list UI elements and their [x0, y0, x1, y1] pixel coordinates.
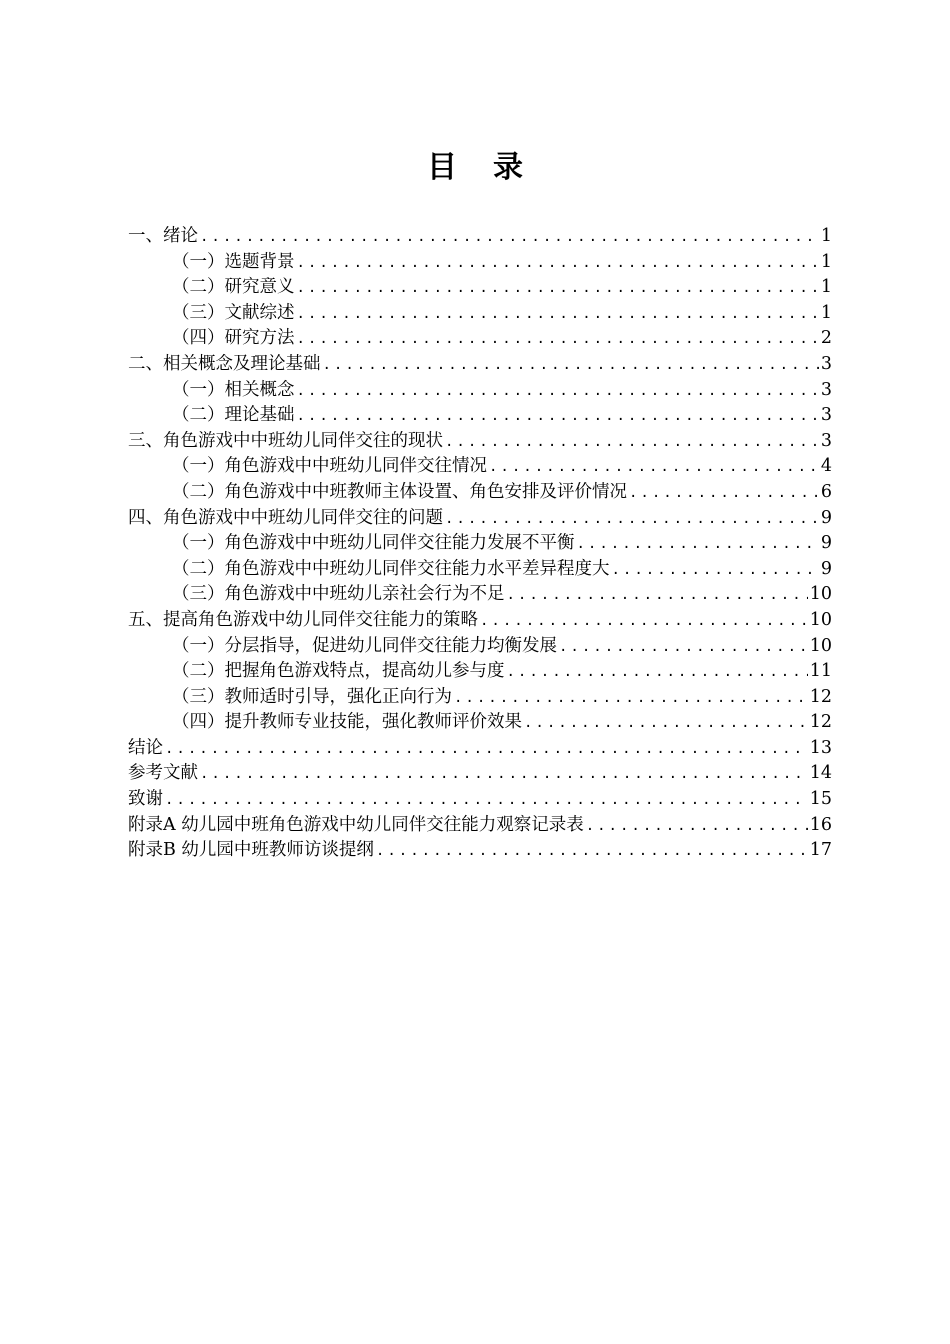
toc-entry[interactable] — [128, 224, 832, 250]
toc-entry[interactable] — [128, 378, 832, 404]
toc-dot-leader — [297, 404, 819, 430]
toc-entry[interactable] — [128, 480, 832, 506]
toc-entry-label: 致谢 — [128, 789, 163, 810]
toc-entry-label: （一）分层指导，促进幼儿同伴交往能力均衡发展 — [172, 635, 557, 656]
toc-dot-leader — [445, 430, 819, 456]
toc-dot-leader — [454, 686, 808, 712]
toc-entry[interactable] — [128, 301, 832, 327]
toc-entry[interactable] — [128, 582, 832, 608]
toc-entry-label: （一）角色游戏中中班幼儿同伴交往能力发展不平衡 — [172, 533, 575, 554]
toc-entry-label: （二）理论基础 — [172, 405, 295, 426]
toc-entry-label: （四）提升教师专业技能，强化教师评价效果 — [172, 712, 522, 733]
toc-dot-leader — [165, 737, 808, 763]
toc-entry-page-number: 10 — [809, 584, 832, 605]
toc-entry-page-number: 1 — [820, 251, 832, 272]
toc-entry-label: 附录A 幼儿园中班角色游戏中幼儿同伴交往能力观察记录表 — [128, 814, 584, 835]
toc-entry-page-number: 14 — [809, 763, 832, 784]
toc-entry[interactable] — [128, 710, 832, 736]
toc-entry[interactable] — [128, 250, 832, 276]
toc-entry-page-number: 12 — [809, 686, 832, 707]
toc-entry-label: （三）角色游戏中中班幼儿亲社会行为不足 — [172, 584, 505, 605]
toc-entry-page-number: 10 — [809, 609, 832, 630]
toc-entry-page-number: 17 — [809, 840, 832, 861]
toc-entry[interactable] — [128, 403, 832, 429]
toc-entry-label: （一）角色游戏中中班幼儿同伴交往情况 — [172, 456, 487, 477]
toc-dot-leader — [297, 251, 819, 277]
toc-dot-leader — [629, 481, 819, 507]
toc-entry-page-number: 16 — [809, 814, 832, 835]
toc-dot-leader — [200, 225, 819, 251]
toc-dot-leader — [524, 711, 808, 737]
toc-entry-label: （一）相关概念 — [172, 379, 295, 400]
toc-entry-page-number: 2 — [820, 328, 832, 349]
toc-entry[interactable] — [128, 634, 832, 660]
toc-entry-page-number: 1 — [820, 226, 832, 246]
toc-entry-label: （二）研究意义 — [172, 277, 295, 298]
toc-entry-label: 五、提高角色游戏中幼儿同伴交往能力的策略 — [128, 609, 478, 630]
toc-entry[interactable] — [128, 429, 832, 455]
toc-entry-page-number: 9 — [820, 507, 832, 528]
toc-dot-leader — [376, 839, 808, 865]
toc-entry-page-number: 3 — [820, 353, 832, 374]
toc-entry-label: 附录B 幼儿园中班教师访谈提纲 — [128, 840, 374, 861]
toc-entry-page-number: 13 — [809, 737, 832, 758]
toc-dot-leader — [297, 276, 819, 302]
toc-dot-leader — [586, 814, 808, 840]
toc-dot-leader — [507, 660, 808, 686]
toc-dot-leader — [489, 455, 819, 481]
toc-entry-page-number: 11 — [809, 661, 832, 682]
toc-title: 目录 — [427, 150, 559, 185]
toc-entry-page-number: 10 — [809, 635, 832, 656]
toc-entry[interactable] — [128, 326, 832, 352]
toc-entry[interactable] — [128, 736, 832, 762]
toc-entry[interactable] — [128, 275, 832, 301]
toc-entry[interactable] — [128, 352, 832, 378]
toc-entry-label: （二）角色游戏中中班幼儿同伴交往能力水平差异程度大 — [172, 558, 610, 579]
toc-entry[interactable] — [128, 531, 832, 557]
toc-entry[interactable] — [128, 659, 832, 685]
toc-entry-page-number: 1 — [820, 277, 832, 298]
toc-list — [128, 224, 832, 864]
toc-dot-leader — [577, 532, 819, 558]
toc-entry-label: 结论 — [128, 737, 163, 758]
toc-entry-page-number: 9 — [820, 533, 832, 554]
toc-dot-leader — [480, 609, 808, 635]
toc-entry-page-number: 6 — [820, 481, 832, 502]
toc-entry-label: （一）选题背景 — [172, 251, 295, 272]
toc-entry[interactable] — [128, 506, 832, 532]
toc-entry[interactable] — [128, 761, 832, 787]
toc-entry-page-number: 1 — [820, 302, 832, 323]
toc-entry[interactable] — [128, 454, 832, 480]
toc-entry[interactable] — [128, 557, 832, 583]
toc-entry[interactable] — [128, 813, 832, 839]
toc-entry-label: （四）研究方法 — [172, 328, 295, 349]
toc-entry[interactable] — [128, 787, 832, 813]
toc-entry-page-number: 4 — [820, 456, 832, 477]
toc-entry-page-number: 15 — [809, 789, 832, 810]
toc-entry-label: 参考文献 — [128, 763, 198, 784]
toc-entry-label: （二）把握角色游戏特点，提高幼儿参与度 — [172, 661, 505, 682]
toc-entry[interactable] — [128, 685, 832, 711]
toc-entry-label: （三）教师适时引导，强化正向行为 — [172, 686, 452, 707]
toc-entry-label: （二）角色游戏中中班教师主体设置、角色安排及评价情况 — [172, 481, 627, 502]
toc-entry[interactable] — [128, 608, 832, 634]
toc-entry-page-number: 9 — [820, 558, 832, 579]
toc-entry-page-number: 3 — [820, 379, 832, 400]
toc-entry[interactable] — [128, 838, 832, 864]
toc-entry-page-number: 3 — [820, 430, 832, 451]
toc-entry-page-number: 3 — [820, 405, 832, 426]
toc-dot-leader — [200, 762, 808, 788]
toc-entry-label: 三、角色游戏中中班幼儿同伴交往的现状 — [128, 430, 443, 451]
toc-entry-label: 二、相关概念及理论基础 — [128, 353, 321, 374]
toc-dot-leader — [297, 379, 819, 405]
toc-dot-leader — [612, 558, 819, 584]
toc-entry-label: （三）文献综述 — [172, 302, 295, 323]
toc-entry-page-number: 12 — [809, 712, 832, 733]
toc-dot-leader — [559, 635, 808, 661]
toc-dot-leader — [445, 507, 819, 533]
toc-entry-label: 一、绪论 — [128, 226, 198, 246]
toc-dot-leader — [323, 353, 819, 379]
toc-dot-leader — [297, 302, 819, 328]
toc-dot-leader — [297, 327, 819, 353]
toc-dot-leader — [165, 788, 808, 814]
toc-entry-label: 四、角色游戏中中班幼儿同伴交往的问题 — [128, 507, 443, 528]
toc-dot-leader — [507, 583, 808, 609]
